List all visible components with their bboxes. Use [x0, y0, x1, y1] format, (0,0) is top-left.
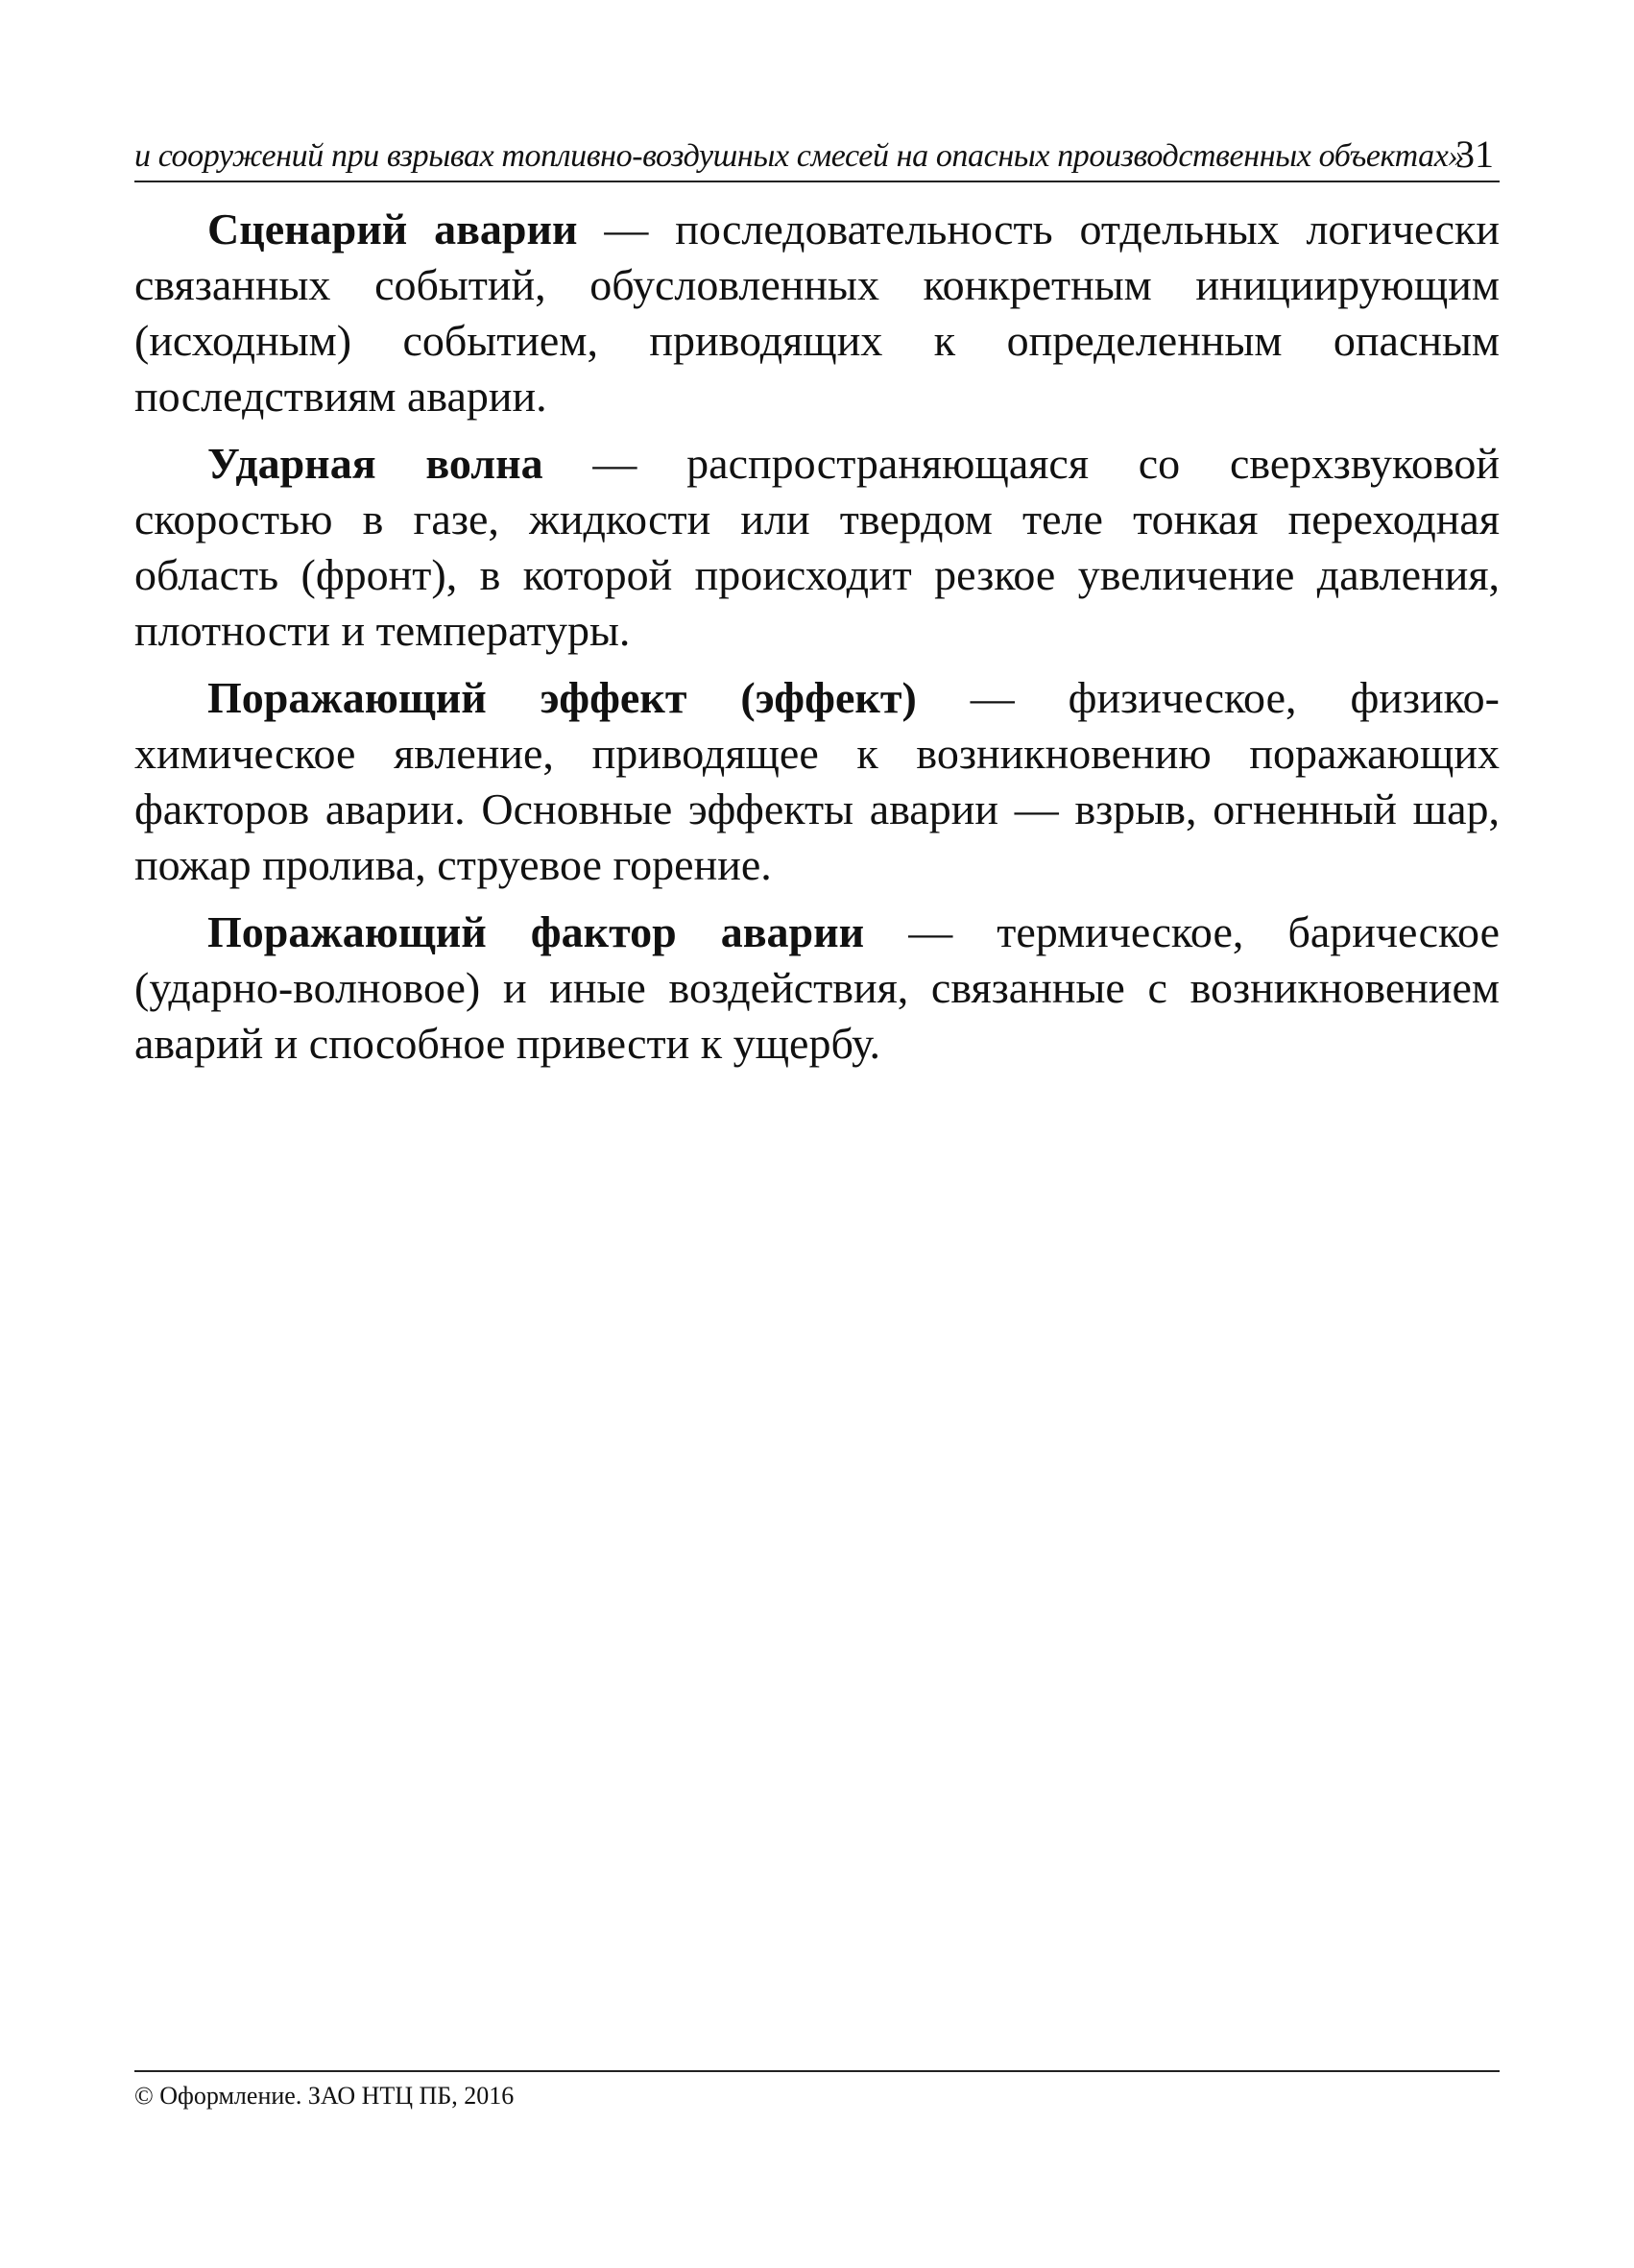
definition-term: Поражающий эффект (эффект) [207, 673, 917, 722]
running-header [134, 133, 1500, 182]
definition-text: — последовательность отдельных логически связанных событий, обусловленных конкретным инициирующим (исходным) событием, приводящих к определенным опасным последствиям аварии. [134, 205, 1500, 421]
main-text [134, 202, 1500, 1083]
definition-paragraph [134, 202, 1500, 424]
definition-term: Сценарий аварии [207, 205, 578, 253]
definition-paragraph [134, 670, 1500, 893]
footer-divider [134, 2070, 1500, 2072]
definition-paragraph [134, 436, 1500, 659]
definition-text: — распространяющаяся со сверхзвуковой скоростью в газе, жидкости или твердом теле тонкая переходная область (фронт), в которой происходит резкое увеличение давления, плотности и температуры. [134, 439, 1501, 655]
definition-term: Ударная волна [207, 439, 543, 488]
definition-paragraph [134, 905, 1500, 1072]
definition-term: Поражающий фактор аварии [207, 907, 865, 956]
definition-text: — термическое, барическое (ударно-волновое) и иные воздействия, связанные с возникновением аварий и способное привести к ущербу. [134, 907, 1500, 1068]
definition-text: — физическое, физико-химическое явление, приводящее к возникновению поражающих факторов аварии. Основные эффекты аварии — взрыв, огненный шар, пожар пролива, струевое горение. [134, 673, 1500, 889]
header-title: и сооружений при взрывах топливно-воздушных смесей на опасных производственных объектах» [134, 138, 1465, 174]
footer-copyright: © Оформление. ЗАО НТЦ ПБ, 2016 [134, 2082, 515, 2110]
page-number: 31 [1455, 133, 1494, 176]
